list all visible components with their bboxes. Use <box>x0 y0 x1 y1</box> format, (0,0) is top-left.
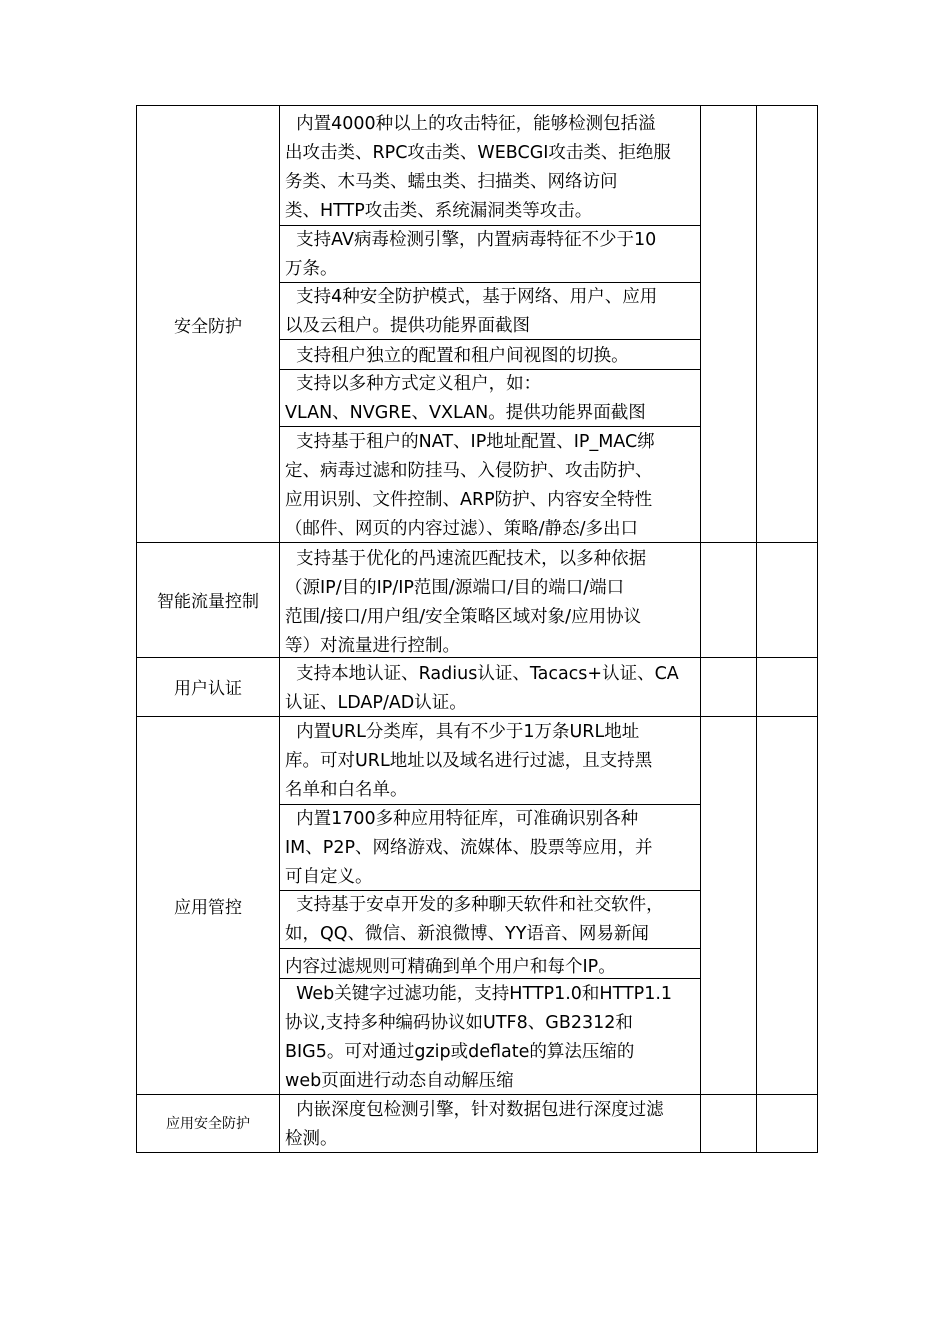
column-divider <box>756 106 757 1152</box>
spec-cell: 内容过滤规则可精确到单个用户和每个IP。 <box>285 957 616 977</box>
spec-cell: 支持本地认证、Radius认证、Tacacs+认证、CA 认证、LDAP/AD认证。 <box>285 664 679 713</box>
spec-cell: 内置URL分类库，具有不少于1万条URL地址 库。可对URL地址以及域名进行过滤，且支持黑 名单和白名单。 <box>285 722 653 800</box>
category-security-protection: 安全防护 <box>174 316 242 337</box>
spec-cell: 支持以多种方式定义租户，如： VLAN、NVGRE、VXLAN。提供功能界面截图 <box>285 374 646 423</box>
spec-cell: 支持租户独立的配置和租户间视图的切换。 <box>285 346 629 366</box>
spec-cell: 支持4种安全防护模式，基于网络、用户、应用 以及云租户。提供功能界面截图 <box>285 287 658 336</box>
spec-cell: Web关键字过滤功能，支持HTTP1.0和HTTP1.1 协议,支持多种编码协议如UTF8、GB2312和 BIG5。可对通过gzip或deflate的算法压缩的 web页面进行动态自动解压缩 <box>285 984 673 1091</box>
spec-cell: 支持基于安卓开发的多种聊天软件和社交软件， 如，QQ、微信、新浪微博、YY语音、网易新闻 <box>285 895 664 944</box>
spec-cell: 支持基于租户的NAT、IP地址配置、IP_MAC绑 定、病毒过滤和防挂马、入侵防护、攻击防护、 应用识别、文件控制、ARP防护、内容安全特性 （邮件、网页的内容过滤）、策略/静态/多出口 <box>285 432 655 539</box>
category-traffic-control: 智能流量控制 <box>157 592 259 612</box>
spec-cell: 支持AV病毒检测引擎，内置病毒特征不少于10 万条。 <box>285 230 657 279</box>
spec-cell: 内嵌深度包检测引擎，针对数据包进行深度过滤 检测。 <box>285 1100 664 1149</box>
category-app-security: 应用安全防护 <box>166 1116 250 1132</box>
column-divider <box>279 106 280 1152</box>
category-app-control: 应用管控 <box>174 897 242 918</box>
spec-cell: 内置4000种以上的攻击特征，能够检测包括溢 出攻击类、RPC攻击类、WEBCGI攻击类、拒绝服 务类、木马类、蠕虫类、扫描类、网络访问 类、HTTP攻击类、系统漏洞类等攻击。 <box>285 114 671 221</box>
category-user-auth: 用户认证 <box>174 679 242 699</box>
spec-cell: 内置1700多种应用特征库，可准确识别各种 IM、P2P、网络游戏、流媒体、股票等应用，并 可自定义。 <box>285 809 653 887</box>
column-divider <box>700 106 701 1152</box>
spec-cell: 支持基于优化的冎速流匹配技术，以多种依据 （源IP/目的IP/IP范围/源端口/目的端口/端口 范围/接口/用户组/安全策略区域对象/应用协议 等）对流量进行控制。 <box>285 549 647 656</box>
spec-table <box>136 105 818 1153</box>
